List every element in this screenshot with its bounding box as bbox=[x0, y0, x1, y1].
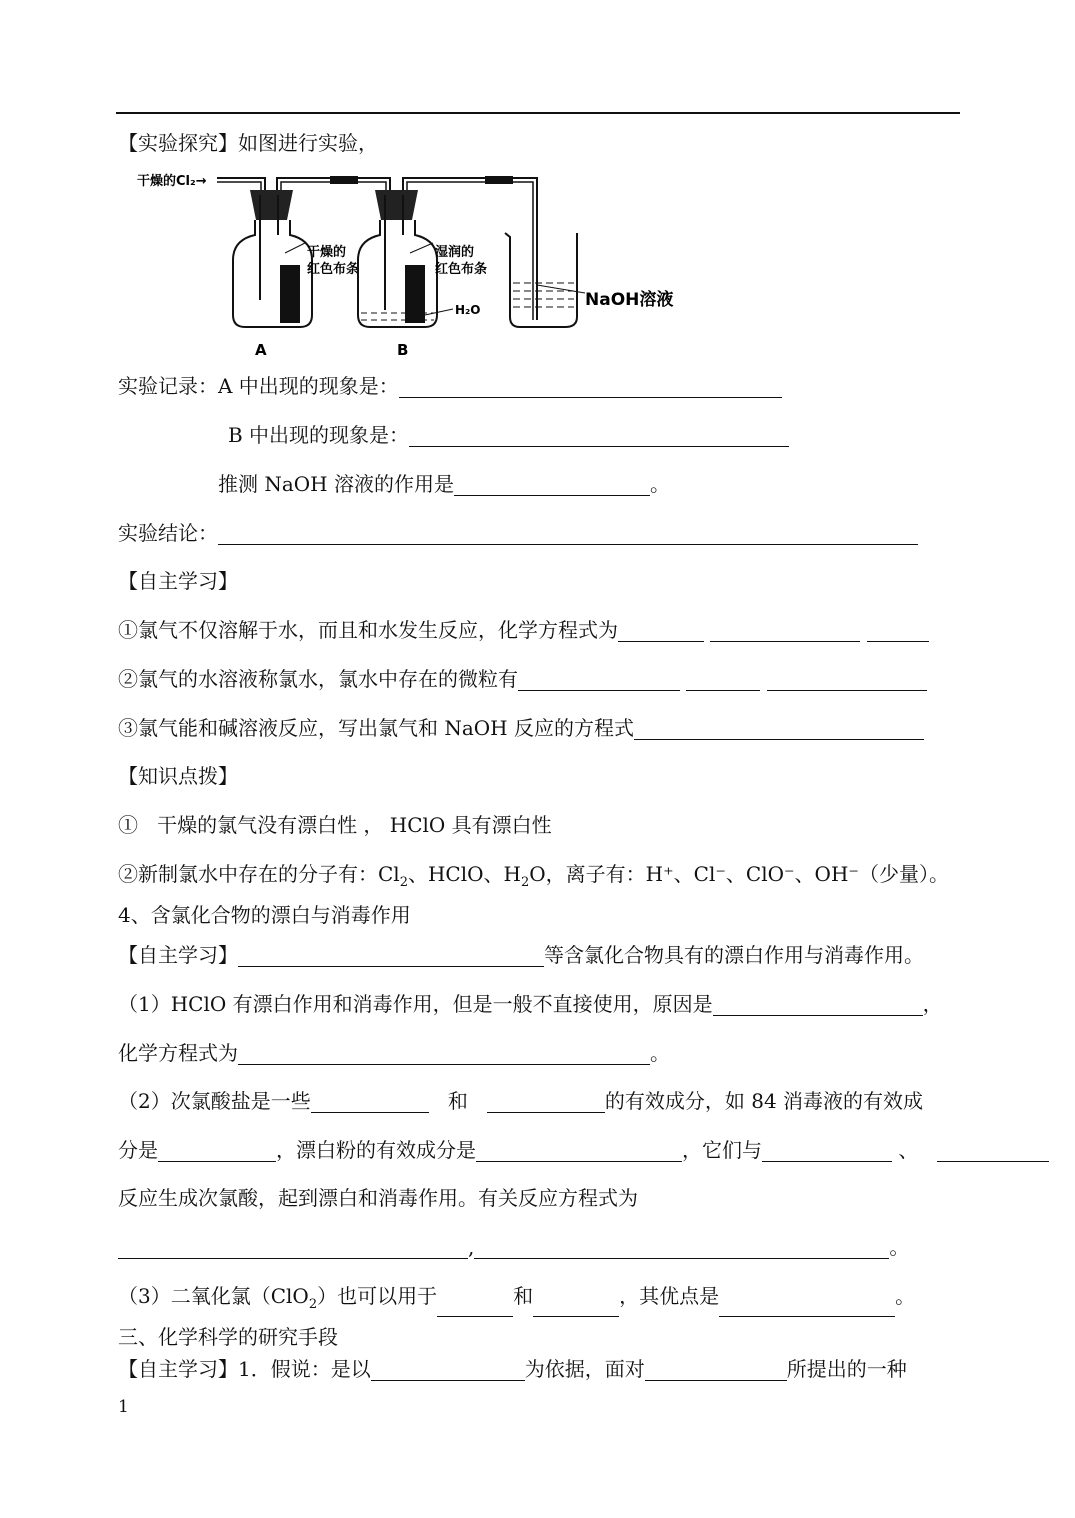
naoh-role-blank[interactable] bbox=[454, 475, 650, 496]
hyp-blank-1[interactable] bbox=[371, 1360, 525, 1381]
q2d-line: , 。 bbox=[118, 1235, 909, 1259]
hyp-blank-2[interactable] bbox=[645, 1360, 787, 1381]
item2-blank-2[interactable] bbox=[686, 670, 760, 691]
naoh-role: 推测 NaOH 溶液的作用是 。 bbox=[218, 472, 670, 496]
section4-title: 4、含氯化合物的漂白与消毒作用 bbox=[118, 903, 411, 927]
q1-eq-line: 化学方程式为 。 bbox=[118, 1041, 670, 1065]
q2b-blank-2[interactable] bbox=[476, 1141, 682, 1162]
conclusion-blank[interactable] bbox=[218, 524, 918, 545]
q1-eq-blank[interactable] bbox=[238, 1044, 650, 1065]
q3-blank-2[interactable] bbox=[533, 1296, 619, 1317]
q2b-line: 分是 ，漂白粉的有效成分是 ，它们与 、 bbox=[118, 1138, 1049, 1162]
q2-blank-2[interactable] bbox=[487, 1092, 605, 1113]
self-study-item-2: ②氯气的水溶液称氯水，氯水中存在的微粒有 bbox=[118, 667, 927, 691]
q2c-line: 反应生成次氯酸，起到漂白和消毒作用。有关反应方程式为 bbox=[118, 1186, 638, 1210]
q2b-blank-3[interactable] bbox=[762, 1141, 892, 1162]
bottle-b-label: B bbox=[397, 341, 409, 359]
knowledge-point-1: ① 干燥的氯气没有漂白性 ， HClO 具有漂白性 bbox=[118, 813, 552, 837]
q3-blank-1[interactable] bbox=[437, 1296, 513, 1317]
record-b: B 中出现的现象是： bbox=[228, 423, 789, 447]
q2d-blank-1[interactable] bbox=[118, 1238, 468, 1259]
knowledge-heading: 【知识点拨】 bbox=[118, 764, 238, 788]
q2-blank-1[interactable] bbox=[311, 1092, 429, 1113]
s4-self-study-blank[interactable] bbox=[238, 946, 544, 967]
bottle-a-label: A bbox=[255, 341, 267, 359]
dry-cloth-label-2: 红色布条 bbox=[307, 262, 360, 277]
item1-blank-2[interactable] bbox=[710, 621, 860, 642]
q3-line: （3）二氧化氯（ClO$_2$）也可以用于 和 ，其优点是 。 bbox=[118, 1284, 915, 1317]
record-a-blank[interactable] bbox=[399, 377, 782, 398]
hypothesis-line: 【自主学习】1．假说：是以 为依据，面对 所提出的一种 bbox=[118, 1357, 907, 1381]
header-rule bbox=[116, 112, 960, 114]
q2-line: （2）次氯酸盐是一些 和 的有效成分，如 84 消毒液的有效成 bbox=[118, 1089, 924, 1113]
apparatus-figure bbox=[125, 165, 695, 365]
water-label: H₂O bbox=[455, 303, 481, 317]
item3-blank[interactable] bbox=[634, 719, 924, 740]
q2b-blank-1[interactable] bbox=[158, 1141, 276, 1162]
wet-cloth-label-1: 湿润的 bbox=[435, 245, 475, 260]
item1-blank-1[interactable] bbox=[618, 621, 704, 642]
section4-self-study: 【自主学习】 等含氯化合物具有的漂白作用与消毒作用。 bbox=[118, 943, 924, 967]
record-a: 实验记录：A 中出现的现象是： bbox=[118, 374, 782, 398]
dry-cl2-label: 干燥的Cl₂→ bbox=[137, 174, 207, 189]
section3-title: 三、化学科学的研究手段 bbox=[118, 1325, 338, 1349]
conclusion: 实验结论： bbox=[118, 521, 918, 545]
experiment-heading: 【实验探究】如图进行实验， bbox=[118, 131, 378, 155]
q1-line: （1）HClO 有漂白作用和消毒作用，但是一般不直接使用，原因是 ， bbox=[118, 992, 943, 1016]
page-number: 1 bbox=[118, 1397, 129, 1417]
knowledge-point-2: ②新制氯水中存在的分子有：$Cl_2$、HClO、$H_2O$，离子有：H⁺、Cl⁻、ClO⁻、OH⁻（少量）。 bbox=[118, 862, 949, 890]
item2-blank-3[interactable] bbox=[767, 670, 927, 691]
q3-blank-3[interactable] bbox=[719, 1296, 895, 1317]
wet-cloth-label-2: 红色布条 bbox=[435, 262, 488, 277]
dry-cloth-label-1: 干燥的 bbox=[307, 245, 347, 260]
q2b-blank-4[interactable] bbox=[937, 1141, 1049, 1162]
item1-blank-3[interactable] bbox=[867, 621, 929, 642]
self-study-heading: 【自主学习】 bbox=[118, 569, 238, 593]
self-study-item-1: ①氯气不仅溶解于水，而且和水发生反应，化学方程式为 bbox=[118, 618, 929, 642]
self-study-item-3: ③氯气能和碱溶液反应，写出氯气和 NaOH 反应的方程式 bbox=[118, 716, 924, 740]
naoh-label: NaOH溶液 bbox=[585, 290, 674, 310]
record-b-blank[interactable] bbox=[409, 426, 789, 447]
q2d-blank-2[interactable] bbox=[474, 1238, 889, 1259]
item2-blank-1[interactable] bbox=[518, 670, 680, 691]
q1-reason-blank[interactable] bbox=[713, 995, 923, 1016]
